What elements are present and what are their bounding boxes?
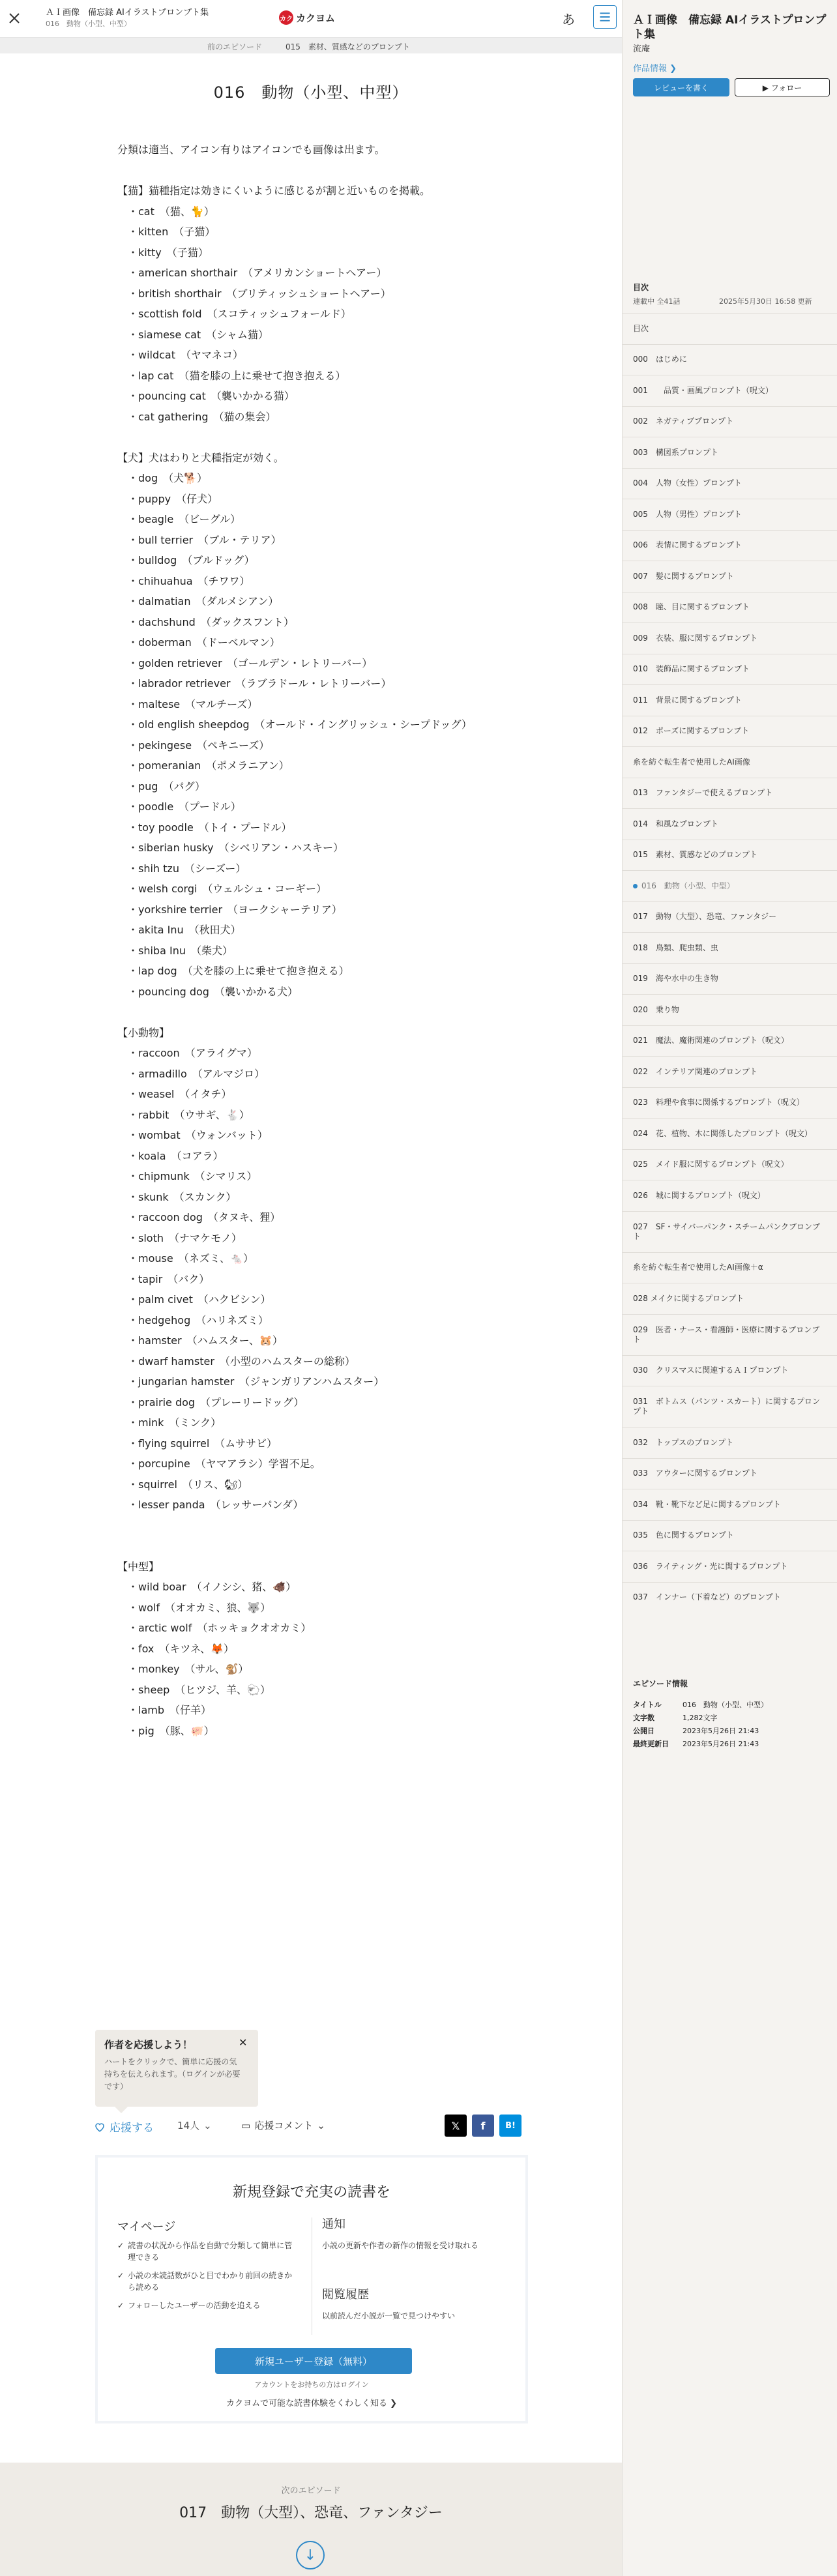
toc-item[interactable] [623, 808, 837, 840]
body-line: ・hedgehog （ハリネズミ） [117, 1313, 269, 1326]
toc-item[interactable] [623, 530, 837, 561]
episode-info [633, 1699, 768, 1751]
toc-item-label: 020 乗り物 [633, 1004, 679, 1014]
register-button[interactable]: 新規ユーザー登録（無料） [215, 2348, 412, 2374]
body-line: ・dalmatian （ダルメシアン） [117, 595, 279, 607]
body-line: 【犬】犬はわりと犬種指定が効く。 [117, 451, 284, 464]
support-comment-label: 応援コメント [254, 2120, 314, 2131]
toc-item-label: 006 表情に関するプロンプト [633, 540, 742, 550]
toc-item[interactable] [623, 622, 837, 654]
hatena-bookmark-icon[interactable]: B! [499, 2115, 521, 2137]
body-line: ・akita Inu （秋田犬） [117, 924, 241, 936]
body-line: ・pig （豚、🐖） [117, 1724, 214, 1737]
toc-item[interactable] [623, 716, 837, 747]
toc-item-label: 022 インテリア関連のプロンプト [633, 1066, 757, 1076]
kakuyomu-logo[interactable] [279, 9, 335, 26]
body-line: ・wombat （ウォンバット） [117, 1129, 268, 1141]
mypage-heading: マイページ [117, 2220, 176, 2234]
toc-item-label: 018 鳥類、爬虫類、虫 [633, 943, 718, 952]
toc-item[interactable] [623, 1056, 837, 1087]
write-review-button[interactable]: レビューを書く [633, 78, 729, 96]
close-icon[interactable] [7, 10, 22, 26]
next-episode-section[interactable] [0, 2463, 622, 2576]
body-line: 【中型】 [117, 1560, 160, 1573]
body-line: ・prairie dog （プレーリードッグ） [117, 1396, 304, 1409]
body-line: ・welsh corgi （ウェルシュ・コーギー） [117, 883, 327, 895]
toc-heading: 目次 [633, 283, 649, 292]
popup-pointer [115, 2107, 128, 2113]
body-line: ・beagle （ビーグル） [117, 513, 241, 525]
chevron-down-icon: ⌄ [203, 2119, 212, 2131]
support-button[interactable] [94, 2118, 154, 2135]
toc-item-label: 021 魔法、魔術関連のプロンプト（呪文） [633, 1036, 789, 1046]
toc-item[interactable] [623, 932, 837, 963]
body-line: ・raccoon （アライグマ） [117, 1047, 257, 1059]
toc-item[interactable] [623, 344, 837, 375]
episode-info-key: タイトル [633, 1701, 662, 1709]
body-line: ・tapir （バク） [117, 1272, 210, 1285]
sidebar-author[interactable]: 流庵 [633, 44, 651, 54]
header-episode-subtitle: 016 動物（小型、中型） [46, 20, 131, 28]
body-line: ・labrador retriever （ラブラドール・レトリーバー） [117, 677, 392, 690]
toc-item[interactable] [623, 1427, 837, 1458]
toc-item-current[interactable] [623, 870, 837, 901]
body-line: ・porcupine （ヤマアラシ）学習不足。 [117, 1457, 321, 1470]
toc-item[interactable] [623, 1355, 837, 1386]
body-line: ・lap dog （犬を膝の上に乗せて抱き抱える） [117, 965, 349, 977]
episode-body [117, 139, 535, 1741]
body-line: ・lesser panda （レッサーパンダ） [117, 1499, 304, 1511]
logo-text: カクヨム [296, 12, 336, 24]
toc-item[interactable] [623, 561, 837, 592]
body-line: ・shiba Inu （柴犬） [117, 944, 233, 957]
sidebar [622, 0, 837, 2576]
body-line: ・old english sheepdog （オールド・イングリッシュ・シープドッグ） [117, 718, 472, 731]
toc-item[interactable] [623, 1314, 837, 1355]
follow-button[interactable]: ▶ フォロー [735, 78, 830, 96]
font-settings-button[interactable]: あ [562, 12, 575, 27]
check-icon: ✓ [117, 2241, 125, 2250]
toc-item[interactable] [623, 1211, 837, 1252]
header-work-title[interactable]: ＡＩ画像 備忘録 AIイラストプロンプト集 [46, 8, 209, 18]
toc-item-label: 032 トップスのプロンプト [633, 1437, 734, 1447]
blank-line [117, 427, 535, 448]
check-icon: ✓ [117, 2301, 125, 2310]
body-line: ・sloth （ナマケモノ） [117, 1231, 242, 1244]
body-line: ・pekingese （ペキニーズ） [117, 739, 270, 752]
login-link[interactable]: アカウントをお持ちの方はログイン [254, 2380, 369, 2389]
toc-item-label: 005 人物（男性）プロンプト [633, 509, 742, 519]
toc-item[interactable] [623, 1283, 837, 1314]
toc-item-label: 000 はじめに [633, 355, 687, 364]
body-line: 【小動物】 [117, 1026, 170, 1039]
body-line: ・american shorthair （アメリカンショートヘアー） [117, 267, 387, 279]
body-line: ・kitten （子猫） [117, 226, 216, 238]
body-line: ・lamb （仔羊） [117, 1704, 211, 1716]
mypage-point-text: 小説の未読話数がひと目でわかり前回の続きから読める [128, 2271, 293, 2292]
body-line: ・koala （コアラ） [117, 1149, 224, 1162]
toc-item-label: 015 素材、質感などのプロンプト [633, 850, 757, 860]
toc-item[interactable] [623, 1386, 837, 1427]
supporter-count-label: 14人 [177, 2120, 200, 2131]
episode-title: 016 動物（小型、中型） [213, 83, 409, 102]
notify-heading: 通知 [322, 2217, 345, 2231]
toc-item-label: 糸を紡ぐ転生者で使用したAI画像＋α [633, 1263, 763, 1272]
body-line: ・raccoon dog （タヌキ、狸） [117, 1211, 281, 1223]
body-line: ・palm civet （ハクビシン） [117, 1293, 271, 1306]
body-line: ・dog （犬🐕） [117, 472, 208, 484]
toc-item[interactable] [623, 963, 837, 995]
toc-item-label: 011 背景に関するプロンプト [633, 695, 742, 705]
episode-info-row [633, 1712, 768, 1725]
history-heading: 閲覧履歴 [322, 2288, 369, 2302]
support-popup-desc: ハートをクリックで、簡単に応援の気持ちを伝えられます。（ログインが必要です） [104, 2057, 241, 2091]
toc-item-label: 033 アウターに関するプロンプト [633, 1469, 757, 1478]
episode-info-row [633, 1725, 768, 1738]
arrow-down-icon[interactable]: ↓ [296, 2541, 325, 2569]
body-line: ・wolf （オオカミ、狼、🐺） [117, 1601, 271, 1614]
toc-item[interactable] [623, 684, 837, 716]
body-line: ・fox （キツネ、🦊） [117, 1642, 235, 1655]
toc-item[interactable] [623, 1087, 837, 1119]
toc-item-label: 030 クリスマスに関連するＡＩプロンプト [633, 1366, 789, 1375]
body-line: ・mouse （ネズミ、🐁） [117, 1252, 254, 1265]
episode-info-key: 公開日 [633, 1727, 654, 1735]
learn-more-link[interactable]: カクヨムで可能な読書体験をくわしく知る ❯ [226, 2399, 398, 2408]
body-line: ・yorkshire terrier （ヨークシャーテリア） [117, 903, 342, 916]
body-line: ・doberman （ドーベルマン） [117, 636, 280, 649]
blank-line [117, 160, 535, 181]
toc-item[interactable] [623, 375, 837, 406]
body-line: ・dwarf hamster （小型のハムスターの総称） [117, 1354, 355, 1368]
mypage-point [117, 2300, 300, 2311]
toc-item-label: 034 靴・靴下など足に関するプロンプト [633, 1499, 781, 1509]
close-icon[interactable]: ✕ [239, 2036, 248, 2049]
check-icon: ✓ [117, 2271, 125, 2280]
toc-item[interactable] [623, 437, 837, 468]
toc-item-label: 031 ボトムス（パンツ・スカート）に関するプロンプト [633, 1397, 820, 1416]
supporter-count[interactable] [177, 2118, 212, 2132]
toc-item[interactable] [623, 1458, 837, 1489]
toc-item[interactable] [623, 654, 837, 685]
toc-item-label: 029 医者・ナース・看護師・医療に関するプロンプト [633, 1325, 820, 1344]
body-line: ・siamese cat （シャム猫） [117, 328, 269, 341]
menu-icon[interactable] [593, 5, 617, 29]
toc-item-label: 035 色に関するプロンプト [633, 1530, 734, 1540]
toc-item-label: 002 ネガティブプロンプト [633, 417, 733, 426]
toc-item[interactable] [623, 1180, 837, 1211]
body-line: ・chipmunk （シマリス） [117, 1170, 257, 1182]
toc-item-label: 037 インナー（下着など）のプロンプト [633, 1592, 781, 1602]
body-line: ・pouncing dog （襲いかかる犬） [117, 985, 298, 998]
mypage-point [117, 2240, 300, 2263]
toc-item[interactable] [623, 1149, 837, 1180]
toc-item[interactable] [623, 746, 837, 778]
toc-updated: 2025年5月30日 16:58 更新 [719, 297, 812, 306]
mypage-points [117, 2240, 300, 2318]
body-line: ・bull terrier （ブル・テリア） [117, 533, 282, 546]
current-dot-icon [633, 884, 638, 888]
heart-icon [94, 2121, 106, 2133]
episode-nav-bar [0, 38, 622, 53]
body-line: ・weasel （イタチ） [117, 1088, 232, 1100]
top-header [0, 0, 622, 38]
toc-item-label: 016 動物（小型、中型） [641, 881, 735, 890]
x-share-icon[interactable]: 𝕏 [445, 2115, 467, 2137]
mypage-point [117, 2270, 300, 2293]
comment-icon: ▭ [241, 2119, 251, 2131]
support-popup [95, 2030, 258, 2107]
blank-line [117, 1002, 535, 1023]
next-episode-title[interactable]: 017 動物（大型）、恐竜、ファンタジー [179, 2505, 443, 2521]
body-line: ・puppy （仔犬） [117, 492, 218, 505]
toc-item-label: 003 構図系プロンプト [633, 447, 718, 457]
toc-item[interactable] [623, 778, 837, 809]
body-line: ・squirrel （リス、🐿） [117, 1478, 248, 1491]
toc-item[interactable] [623, 1252, 837, 1283]
toc-item-label: 012 ポーズに関するプロンプト [633, 726, 750, 736]
body-line: ・poodle （プードル） [117, 800, 241, 813]
toc-item[interactable] [623, 406, 837, 437]
toc-item[interactable] [623, 1025, 837, 1057]
toc-item[interactable] [623, 1118, 837, 1149]
body-line: ・scottish fold （スコティッシュフォールド） [117, 308, 351, 320]
body-line: ・chihuahua （チワワ） [117, 574, 250, 587]
body-line: ・sheep （ヒツジ、羊、🐑） [117, 1683, 271, 1696]
toc-item-label: 目次 [633, 323, 649, 333]
toc-item[interactable] [623, 499, 837, 530]
sidebar-work-title[interactable]: ＡＩ画像 備忘録 AIイラストプロンプト集 [633, 14, 827, 41]
episode-info-key: 最終更新日 [633, 1740, 669, 1748]
episode-info-value: 1,282文字 [683, 1714, 718, 1722]
toc-item-label: 027 SF・サイバーパンク・スチームパンクプロンプト [633, 1222, 821, 1241]
toc-item-label: 001 品質・画風プロンプト（呪文） [633, 385, 773, 395]
toc-item-label: 009 衣装、服に関するプロンプト [633, 633, 757, 643]
toc-item-label: 004 人物（女性）プロンプト [633, 478, 742, 488]
toc-item[interactable] [623, 1520, 837, 1551]
toc-item[interactable] [623, 840, 837, 871]
body-line: ・dachshund （ダックスフント） [117, 615, 295, 628]
body-line: ・rabbit （ウサギ、🐇） [117, 1108, 250, 1121]
toc-meta: 連載中 全41話 [633, 297, 681, 306]
toc-item-label: 008 瞳、目に関するプロンプト [633, 602, 750, 612]
episode-info-value: 2023年5月26日 21:43 [683, 1740, 759, 1748]
toc-item-label: 025 メイド服に関するプロンプト（呪文） [633, 1160, 789, 1169]
support-label: 応援する [110, 2122, 154, 2135]
body-line: ・monkey （サル、🐒） [117, 1663, 249, 1675]
body-line: 分類は適当、アイコン有りはアイコンでも画像は出ます。 [117, 143, 385, 156]
body-line: ・british shorthair （ブリティッシュショートヘアー） [117, 287, 391, 300]
episode-info-row [633, 1699, 768, 1712]
history-desc: 以前読んだ小説が一覧で見つけやすい [322, 2311, 456, 2320]
body-line: ・siberian husky （シベリアン・ハスキー） [117, 842, 344, 854]
toc-item[interactable] [623, 994, 837, 1025]
body-line: ・cat gathering （猫の集会） [117, 410, 276, 423]
toc-item[interactable] [623, 1489, 837, 1520]
toc-item[interactable] [623, 1551, 837, 1582]
body-line: ・pouncing cat （襲いかかる猫） [117, 390, 295, 402]
toc-item-label: 023 料理や食事に関係するプロンプト（呪文） [633, 1098, 804, 1107]
body-line: ・wild boar （イノシシ、猪、🐗） [117, 1581, 297, 1593]
body-line: ・bulldog （ブルドッグ） [117, 554, 255, 566]
mypage-point-text: フォローしたユーザーの活動を追える [128, 2301, 261, 2310]
blank-line [117, 1536, 535, 1557]
body-line: ・mink （ミンク） [117, 1416, 222, 1429]
body-line: ・shih tzu （シーズー） [117, 862, 246, 875]
body-line: ・toy poodle （トイ・プードル） [117, 821, 292, 834]
body-line: ・pomeranian （ポメラニアン） [117, 759, 289, 772]
prev-episode-title[interactable]: 015 素材、質感などのプロンプト [286, 42, 410, 51]
next-episode-label: 次のエピソード [281, 2486, 341, 2496]
blank-line [117, 1515, 535, 1536]
toc-item[interactable] [623, 1582, 837, 1613]
body-line: 【猫】猫種指定は効きにくいように感じるが割と近いものを掲載。 [117, 184, 431, 197]
body-line: ・skunk （スカンク） [117, 1190, 237, 1203]
body-line: ・flying squirrel （ムササビ） [117, 1437, 277, 1450]
episode-info-heading: エピソード情報 [633, 1679, 688, 1688]
notify-desc: 小説の更新や作者の新作の情報を受け取れる [322, 2241, 479, 2250]
toc-list [623, 313, 837, 1613]
episode-info-row [633, 1738, 768, 1751]
mypage-point-text: 読書の状況から作品を自動で分類して簡単に管理できる [128, 2241, 293, 2262]
toc-item-label: 007 髪に関するプロンプト [633, 571, 734, 581]
toc-item-label: 036 ライティング・光に関するプロンプト [633, 1561, 788, 1571]
body-line: ・jungarian hamster （ジャンガリアンハムスター） [117, 1375, 385, 1388]
toc-item[interactable] [623, 468, 837, 499]
toc-item[interactable] [623, 313, 837, 344]
body-line: ・maltese （マルチーズ） [117, 697, 258, 710]
toc-item-label: 026 城に関するプロンプト（呪文） [633, 1190, 765, 1200]
toc-item-label: 013 ファンタジーで使えるプロンプト [633, 788, 773, 798]
work-info-link[interactable]: 作品情報 ❯ [633, 64, 677, 74]
support-popup-title: 作者を応援しよう！ [104, 2039, 193, 2051]
toc-item-label: 019 海や水中の生き物 [633, 974, 718, 984]
logo-mark: カク [279, 10, 293, 25]
toc-item-label: 010 装飾品に関するプロンプト [633, 664, 750, 674]
body-line: ・armadillo （アルマジロ） [117, 1067, 265, 1080]
body-line: ・lap cat （猫を膝の上に乗せて抱き抱える） [117, 369, 346, 382]
toc-item[interactable] [623, 901, 837, 933]
support-comment-button[interactable] [241, 2118, 325, 2132]
toc-item-label: 024 花、植物、木に関係したプロンプト（呪文） [633, 1128, 812, 1138]
episode-info-key: 文字数 [633, 1714, 654, 1722]
prev-episode-link[interactable]: 前のエピソード [207, 42, 263, 51]
toc-item-label: 014 和風なプロンプト [633, 819, 718, 828]
body-line: ・pug （パグ） [117, 780, 205, 793]
facebook-share-icon[interactable]: f [472, 2115, 494, 2137]
body-line: ・hamster （ハムスター、🐹） [117, 1334, 283, 1347]
body-line: ・wildcat （ヤマネコ） [117, 349, 244, 361]
body-line: ・arctic wolf （ホッキョクオオカミ） [117, 1622, 312, 1634]
toc-item-label: 017 動物（大型）、恐竜、ファンタジー [633, 912, 777, 922]
toc-item-label: 糸を紡ぐ転生者で使用したAI画像 [633, 757, 750, 767]
body-line: ・golden retriever （ゴールデン・レトリーバー） [117, 656, 373, 669]
body-line: ・kitty （子猫） [117, 246, 209, 259]
chevron-down-icon: ⌄ [317, 2119, 325, 2131]
body-line: ・cat （猫、🐈） [117, 205, 214, 218]
episode-info-value: 016 動物（小型、中型） [683, 1701, 768, 1709]
register-title: 新規登録で充実の読書を [232, 2184, 390, 2201]
toc-item[interactable] [623, 592, 837, 623]
episode-info-value: 2023年5月26日 21:43 [683, 1727, 759, 1735]
register-promo [95, 2155, 528, 2423]
toc-item-label: 028 メイクに関するプロンプト [633, 1293, 744, 1303]
